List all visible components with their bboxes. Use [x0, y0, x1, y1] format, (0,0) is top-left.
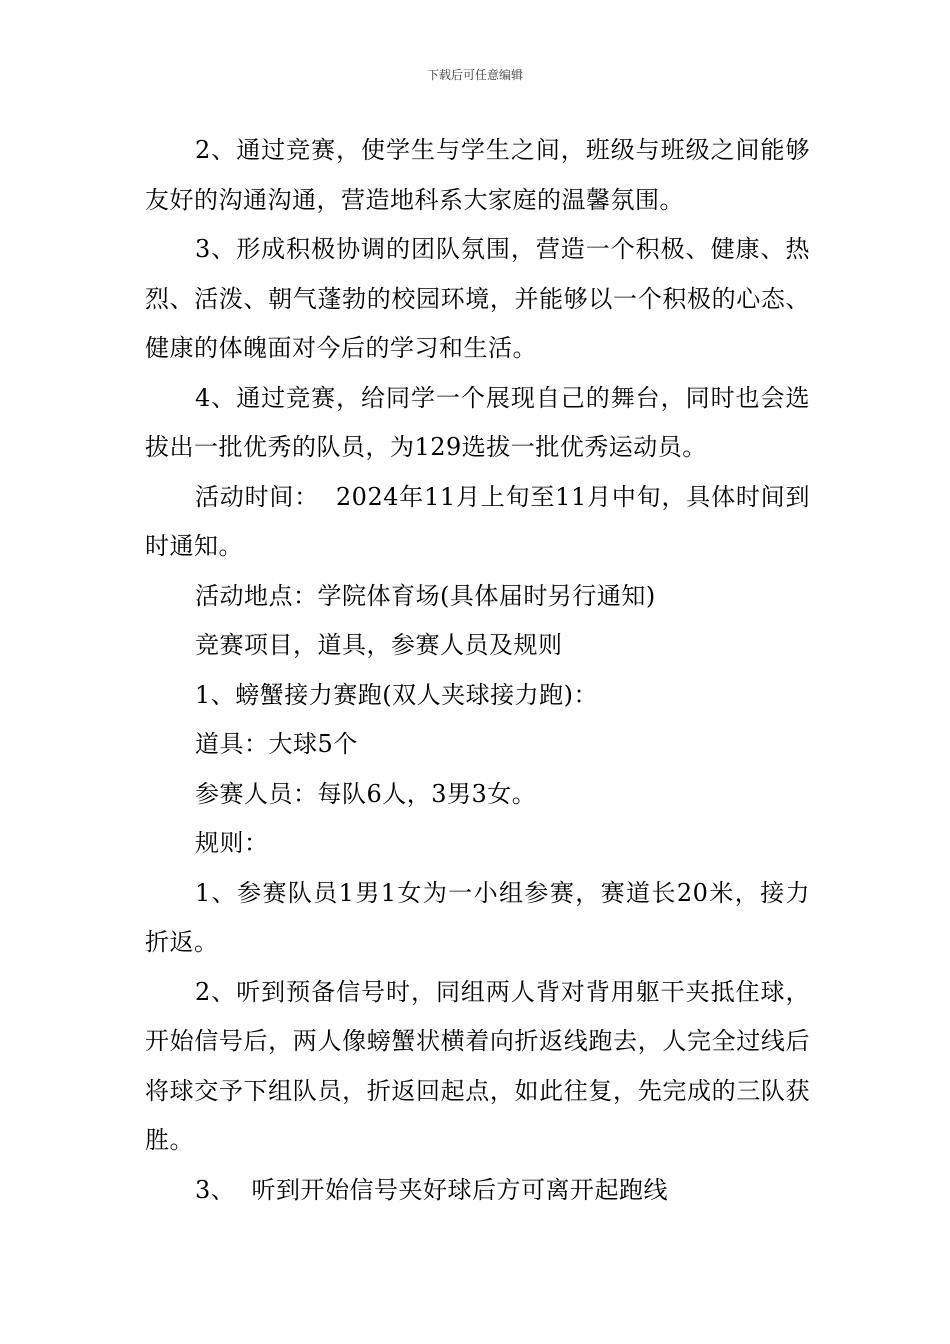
paragraph-rules-heading: 规则：	[195, 829, 269, 857]
paragraph-rule-3: 3、 听到开始信号夹好球后方可离开起跑线	[195, 1175, 669, 1204]
document-body	[145, 126, 810, 1215]
paragraph-participants: 参赛人员：每队6人，3男3女。	[195, 779, 537, 808]
paragraph-rule-1: 1、参赛队员1男1女为一小组参赛，赛道长20米，接力折返。	[145, 878, 810, 956]
page-header: 下载后可任意编辑	[426, 68, 523, 82]
paragraph-events-heading: 竞赛项目，道具，参赛人员及规则	[195, 631, 563, 659]
paragraph-activity-location: 活动地点：学院体育场(具体届时另行通知)	[195, 581, 656, 610]
paragraph-activity-time: 活动时间： 2024年11月上旬至11月中旬，具体时间到时通知。	[145, 482, 810, 560]
paragraph-rule-2: 2、听到预备信号时，同组两人背对背用躯干夹抵住球，开始信号后，两人像螃蟹状横着向折返线跑去，人完全过线后将球交予下组队员，折返回起点，如此往复，先完成的三队获胜。	[145, 977, 810, 1154]
paragraph-goal-2: 2、通过竞赛，使学生与学生之间，班级与班级之间能够友好的沟通沟通，营造地科系大家庭的温馨氛围。	[145, 136, 810, 214]
paragraph-goal-4: 4、通过竞赛，给同学一个展现自己的舞台，同时也会选拔出一批优秀的队员，为129选拔一批优秀运动员。	[145, 383, 810, 461]
paragraph-goal-3: 3、形成积极协调的团队氛围，营造一个积极、健康、热烈、活泼、朝气蓬勃的校园环境，并能够以一个积极的心态、健康的体魄面对今后的学习和生活。	[145, 235, 810, 362]
paragraph-equipment: 道具：大球5个	[195, 730, 358, 758]
paragraph-event-1-title: 1、螃蟹接力赛跑(双人夹球接力跑)：	[195, 680, 598, 709]
